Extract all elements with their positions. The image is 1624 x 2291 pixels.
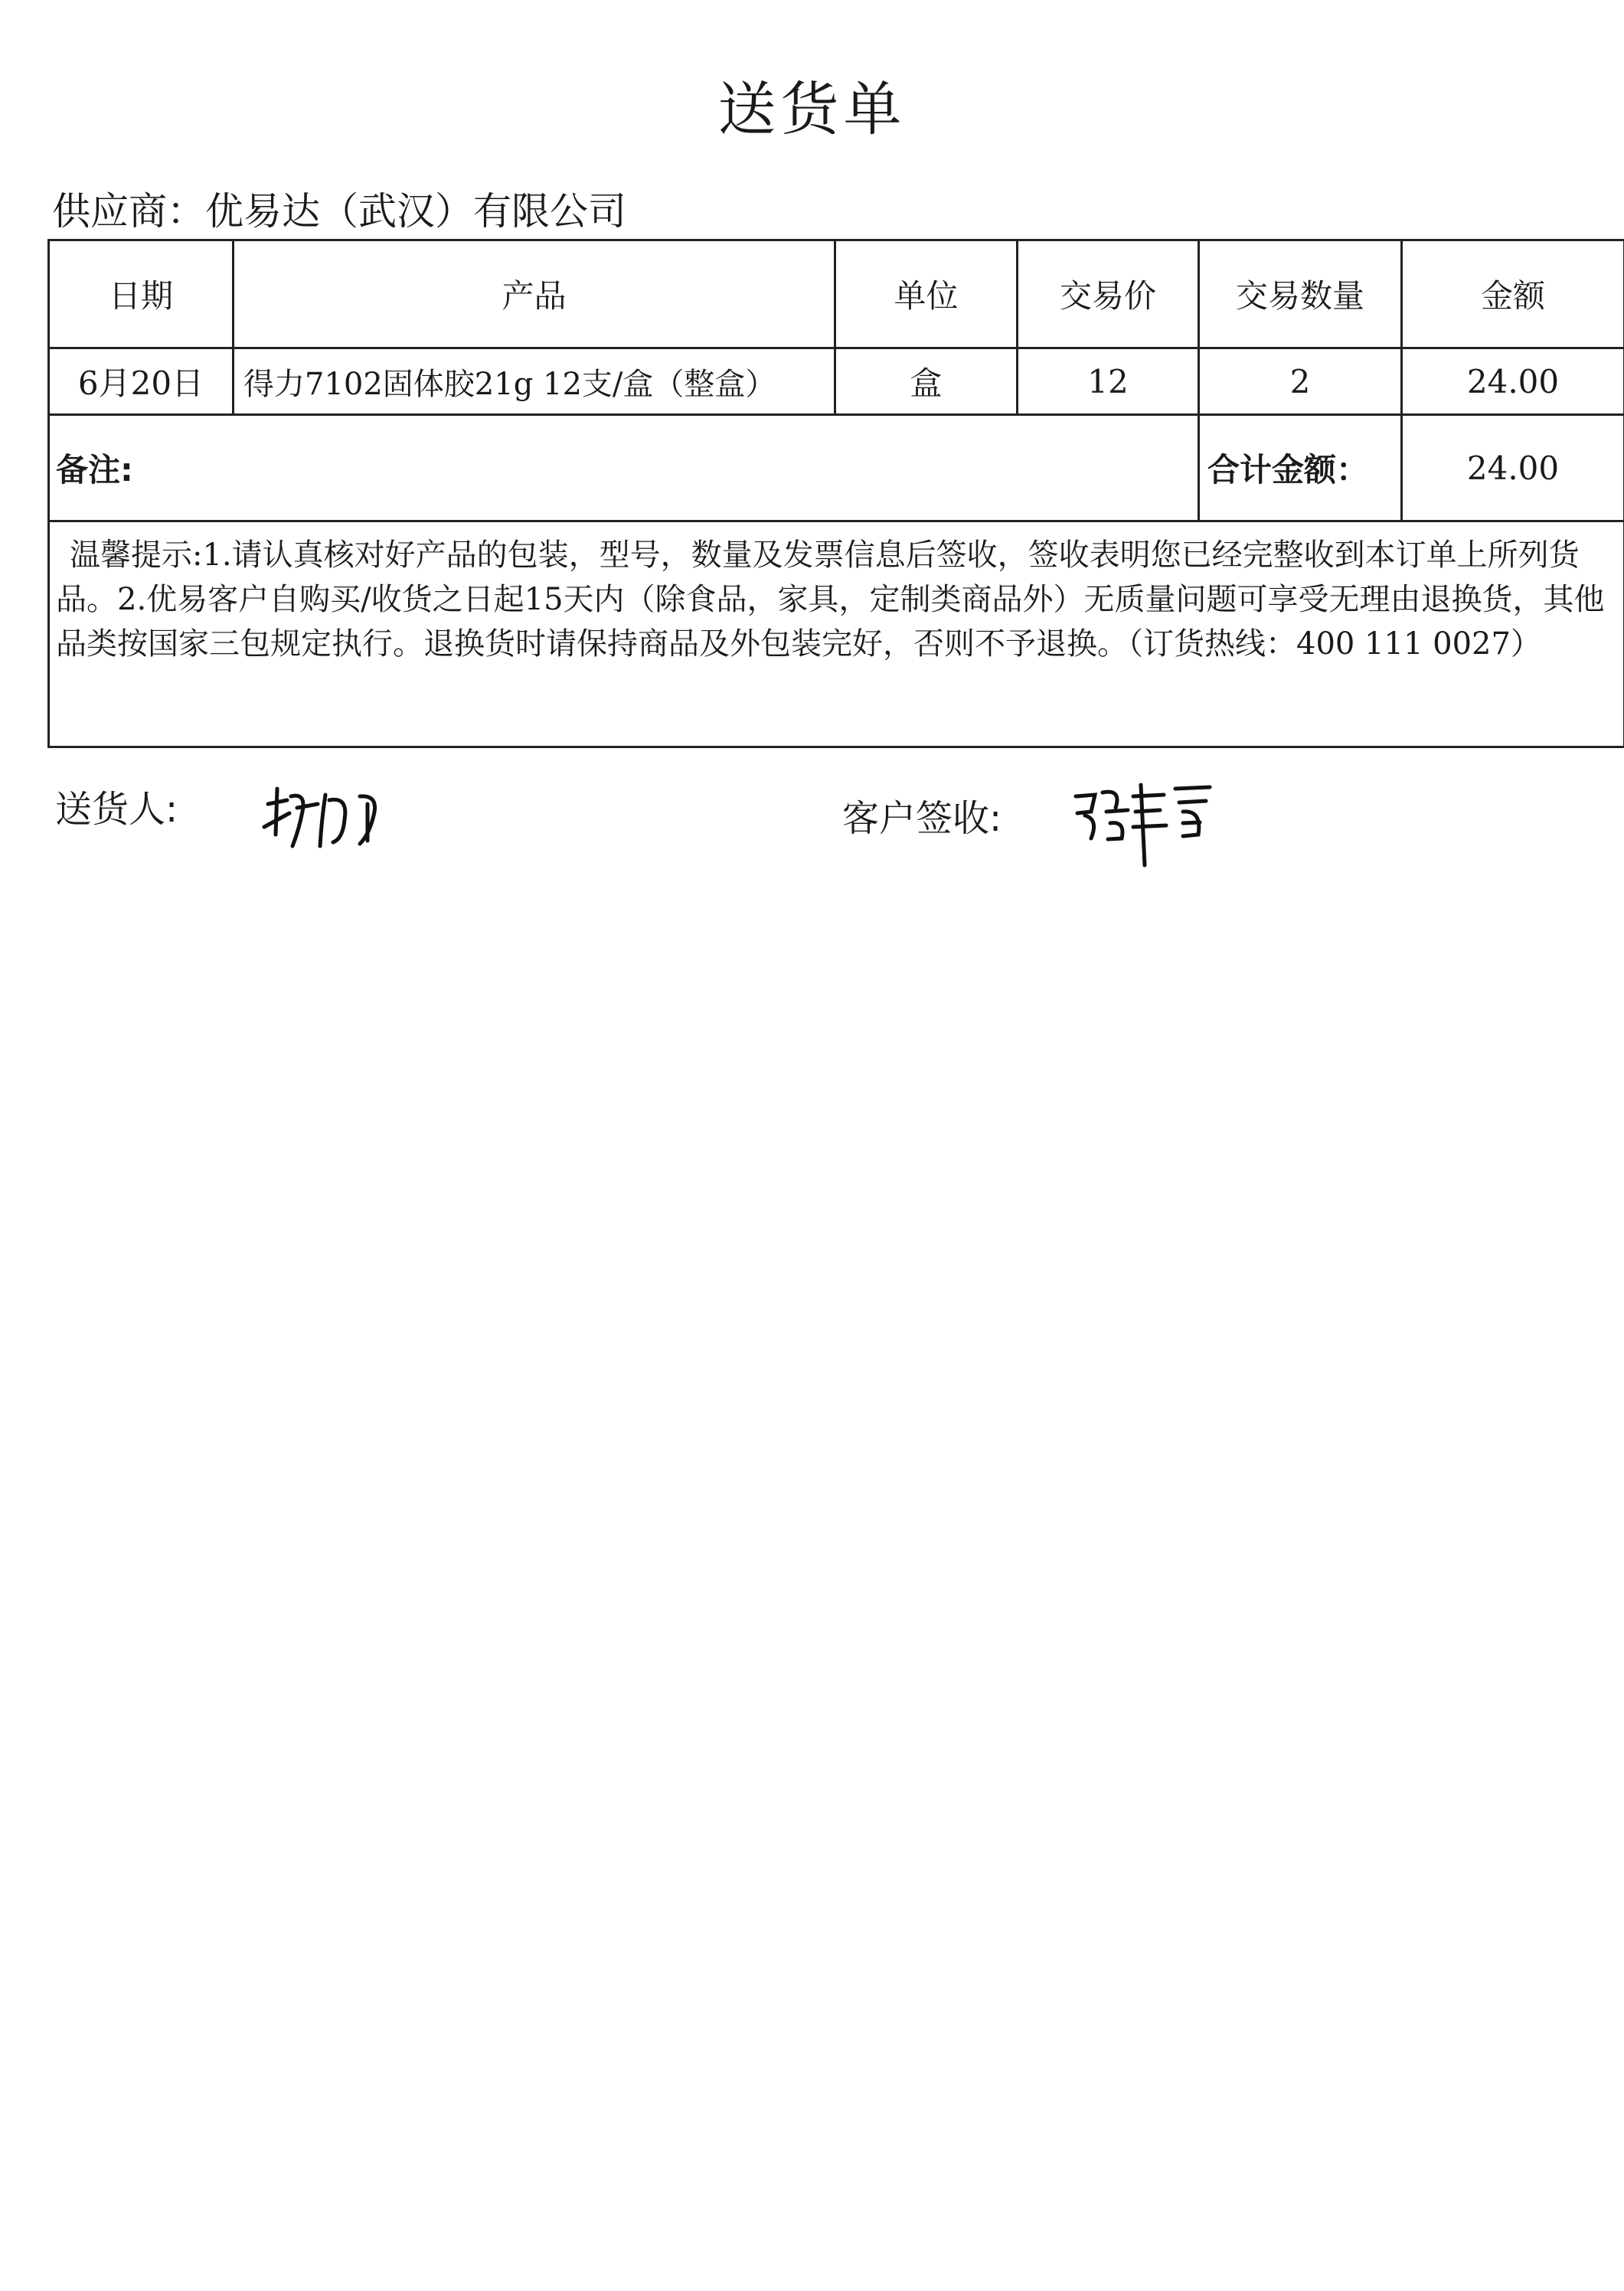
deliverer-label: 送货人: [55, 788, 178, 831]
total-value: 24.00 [1402, 415, 1624, 521]
delivery-table [47, 239, 1624, 748]
deliverer-signature [253, 773, 406, 858]
customer-signature [1068, 766, 1244, 881]
header-product: 产品 [234, 240, 835, 348]
tip-text: 温馨提示:1.请认真核对好产品的包装，型号，数量及发票信息后签收，签收表明您已经完整收到本订单上所列货品。2.优易客户自购买/收货之日起15天内（除食品，家具，定制类商品外）无质量问题可享受无理由退换货，其他品类按国家三包规定执行。退换货时请保持商品及外包装完好，否则不予退换。（订货热线：400 111 0027） [56, 538, 1605, 662]
cell-quantity: 2 [1199, 348, 1402, 415]
cell-product: 得力7102固体胶21g 12支/盒（整盒） [234, 348, 835, 415]
tip-row [49, 521, 1624, 747]
cell-amount: 24.00 [1402, 348, 1624, 415]
notes-row [49, 415, 1624, 521]
customer-label: 客户签收: [842, 797, 1002, 840]
header-price: 交易价 [1018, 240, 1199, 348]
header-amount: 金额 [1402, 240, 1624, 348]
cell-unit: 盒 [835, 348, 1018, 415]
cell-date: 6月20日 [49, 348, 234, 415]
table-row [49, 348, 1624, 415]
table-header-row [49, 240, 1624, 348]
header-quantity: 交易数量 [1199, 240, 1402, 348]
tip-cell [49, 521, 1624, 747]
header-date: 日期 [49, 240, 234, 348]
header-unit: 单位 [835, 240, 1018, 348]
total-label: 合计金额： [1199, 415, 1402, 521]
document-title: 送货单 [717, 75, 907, 143]
notes-label: 备注: [49, 415, 1199, 521]
cell-price: 12 [1018, 348, 1199, 415]
supplier-line: 供应商：优易达（武汉）有限公司 [52, 189, 626, 234]
